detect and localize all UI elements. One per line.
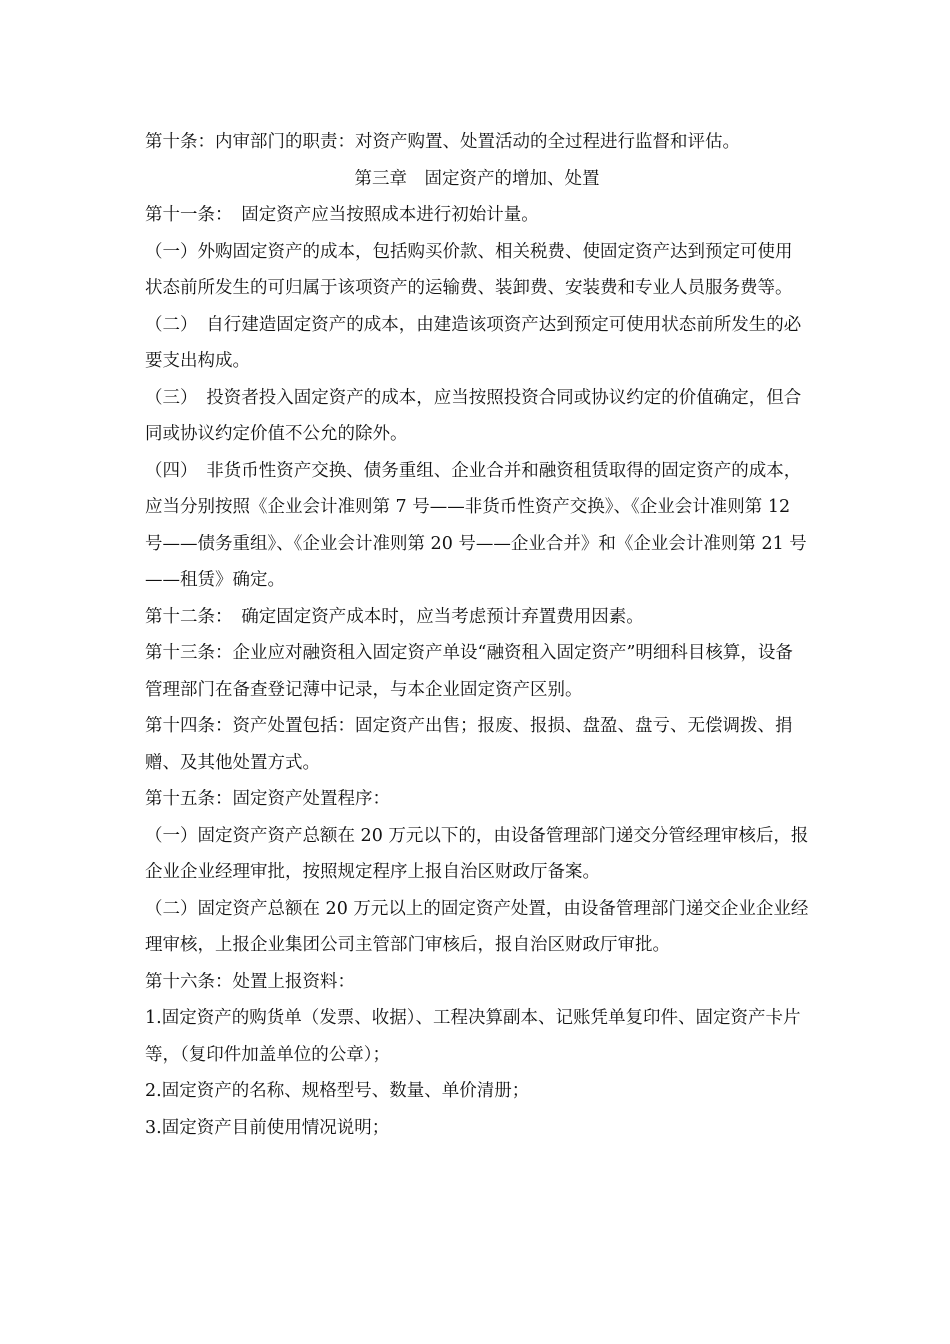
article-11: 第十一条： 固定资产应当按照成本进行初始计量。	[145, 205, 539, 225]
article-15: 第十五条：固定资产处置程序：	[145, 789, 390, 809]
article-16-item-2: 2.固定资产的名称、规格型号、数量、单价清册；	[145, 1081, 530, 1101]
article-12: 第十二条： 确定固定资产成本时，应当考虑预计弃置费用因素。	[145, 606, 644, 627]
article-11-item-2: （二） 自行建造固定资产的成本，由建造该项资产达到预定可使用状态前所发生的必要支出构成。	[145, 314, 802, 371]
chapter-3-heading: 第三章 固定资产的增加、处置	[354, 168, 600, 189]
article-16-item-3: 3.固定资产目前使用情况说明；	[145, 1117, 390, 1138]
article-16: 第十六条：处置上报资料：	[145, 971, 355, 992]
article-10: 第十条：内审部门的职责：对资产购置、处置活动的全过程进行监督和评估。	[145, 132, 740, 152]
article-15-item-2: （二）固定资产总额在 20 万元以上的固定资产处置，由设备管理部门递交企业企业经理审核，上报企业集团公司主管部门审核后，报自治区财政厅审批。	[145, 898, 809, 955]
article-15-item-1: （一）固定资产资产总额在 20 万元以下的，由设备管理部门递交分管经理审核后，报企业企业经理审批，按照规定程序上报自治区财政厅备案。	[145, 825, 809, 882]
article-11-item-3: （三） 投资者投入固定资产的成本，应当按照投资合同或协议约定的价值确定，但合同或协议约定价值不公允的除外。	[145, 387, 802, 444]
article-11-item-4: （四） 非货币性资产交换、债务重组、企业合并和融资租赁取得的固定资产的成本，应当分别按照《企业会计准则第 7 号——非货币性资产交换》、《企业会计准则第 12 号——债务重组》、《企业会计准则第 20 号——企业合并》和《企业会计准则第 21 号——租赁》确定。	[145, 460, 807, 590]
article-16-item-1: 1.固定资产的购货单（发票、收据）、工程决算副本、记账凭单复印件、固定资产卡片等，（复印件加盖单位的公章）；	[145, 1008, 801, 1065]
article-11-item-1: （一）外购固定资产的成本，包括购买价款、相关税费、使固定资产达到预定可使用状态前所发生的可归属于该项资产的运输费、装卸费、安装费和专业人员服务费等。	[145, 241, 793, 298]
article-14: 第十四条：资产处置包括：固定资产出售；报废、报损、盘盈、盘亏、无偿调拨、捐赠、及其他处置方式。	[145, 716, 793, 773]
document-body	[145, 124, 809, 1146]
article-13: 第十三条：企业应对融资租入固定资产单设“融资租入固定资产”明细科目核算，设备管理部门在备查登记薄中记录，与本企业固定资产区别。	[145, 643, 793, 700]
